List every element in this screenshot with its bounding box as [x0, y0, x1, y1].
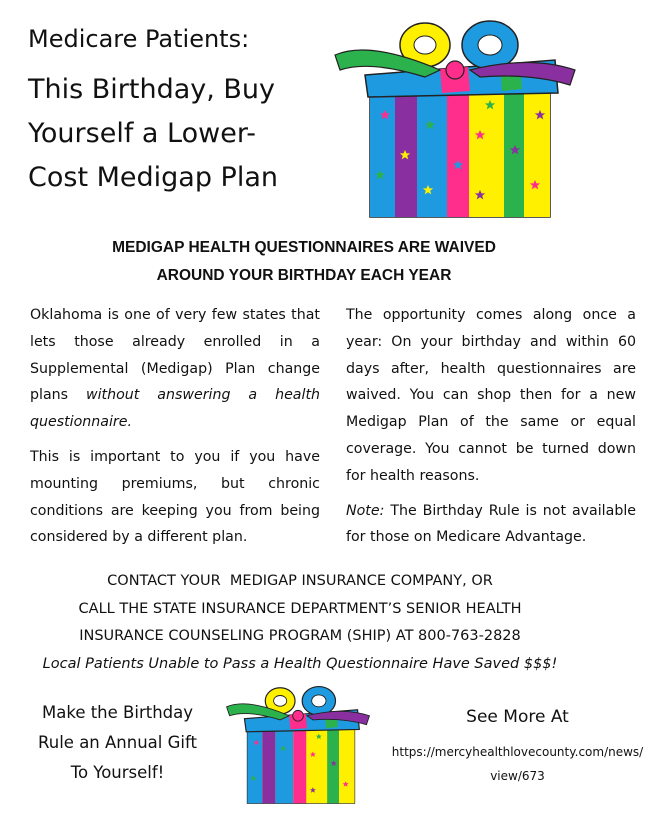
title-line-2: This Birthday, Buy	[28, 74, 276, 105]
gift-box-icon	[330, 15, 585, 225]
contact-line-1: CONTACT YOUR MEDIGAP INSURANCE COMPANY, OR	[107, 573, 493, 589]
footer-left-line-1: Make the Birthday	[42, 703, 193, 722]
note-label: Note:	[346, 502, 385, 519]
right-column	[346, 302, 636, 559]
headline	[0, 234, 608, 290]
left-paragraph-1-text: Oklahoma is one of very few states that lets those already enrolled in a Supplemental (Medigap) Plan change plans	[30, 307, 320, 404]
footer-left-line-2: Rule an Annual Gift	[38, 733, 197, 752]
right-paragraph-1: The opportunity comes along once a year: On your birthday and within 60 days after, health questionnaires are waived. You can shop then for a new Medigap Plan of the same or equal coverage. You cannot be turned down for health reasons.	[346, 307, 636, 484]
contact-line-2: CALL THE STATE INSURANCE DEPARTMENT’S SENIOR HEALTH	[78, 600, 522, 617]
footer-left	[30, 698, 205, 788]
contact-line-3: INSURANCE COUNSELING PROGRAM (SHIP) AT 800-763-2828	[79, 628, 521, 644]
see-more-label: See More At	[466, 707, 569, 727]
left-paragraph-2: This is important to you if you have mounting premiums, but chronic conditions are keeping you from being considered by a different plan.	[30, 448, 320, 546]
headline-line-1: MEDIGAP HEALTH QUESTIONNAIRES ARE WAIVED	[112, 239, 496, 256]
note-text: The Birthday Rule is not available for those on Medicare Advantage.	[346, 502, 636, 546]
see-more-link[interactable]	[385, 740, 650, 788]
headline-line-2: AROUND YOUR BIRTHDAY EACH YEAR	[156, 267, 452, 284]
footer-right	[385, 704, 650, 788]
title-line-4: Cost Medigap Plan	[28, 162, 279, 193]
left-paragraph-1-italic: without answering a health questionnaire.	[30, 387, 320, 431]
url-line-2[interactable]: view/673	[490, 769, 545, 783]
contact-block	[0, 568, 600, 678]
flyer-title	[28, 22, 328, 200]
left-column	[30, 302, 320, 559]
left-paragraph-1	[30, 302, 320, 436]
url-line-1[interactable]: https://mercyhealthlovecounty.com/news/	[391, 745, 644, 759]
gift-box-icon	[222, 683, 377, 808]
title-line-1: Medicare Patients:	[28, 25, 250, 53]
footer-left-line-3: To Yourself!	[70, 763, 165, 782]
right-note	[346, 498, 636, 552]
title-line-3: Yourself a Lower-	[28, 118, 256, 149]
contact-line-4: Local Patients Unable to Pass a Health Questionnaire Have Saved $$$!	[42, 655, 558, 672]
